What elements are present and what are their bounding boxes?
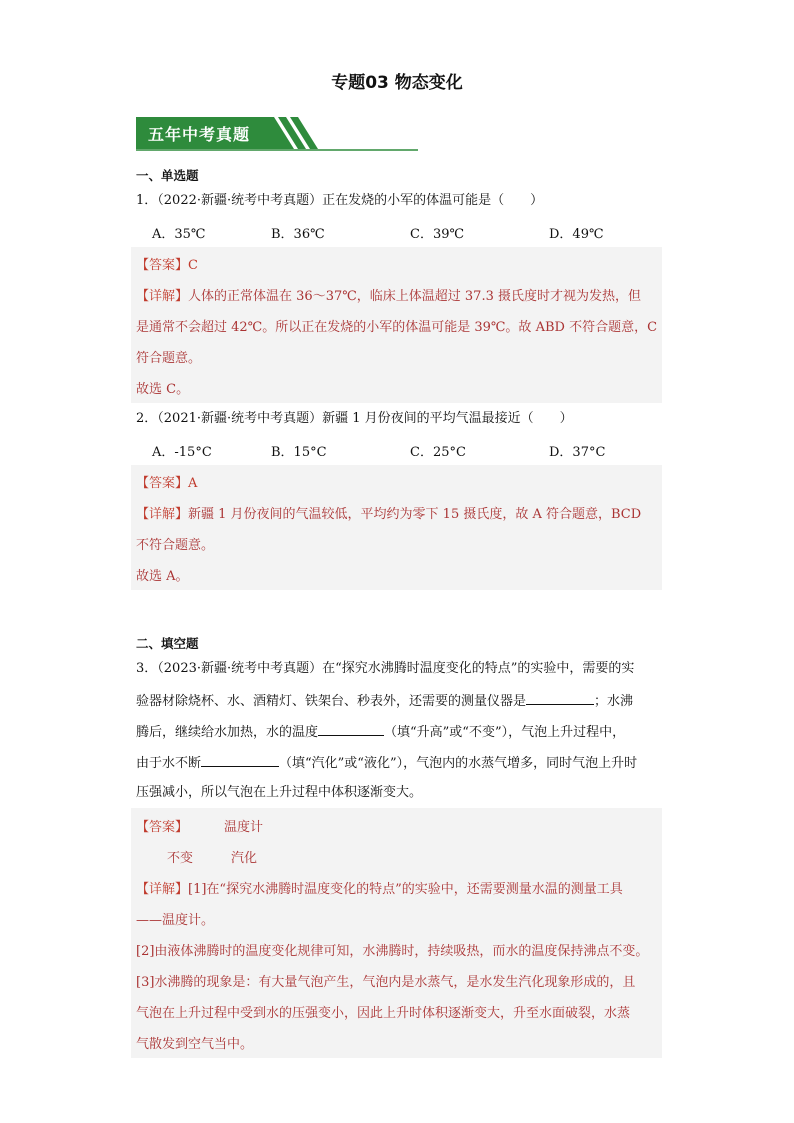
q2-conclusion: 故选 A。	[136, 569, 189, 584]
q1-detail-line-1: 【详解】人体的正常体温在 36～37℃，临床上体温超过 37.3 摄氏度时才视为发热，但	[136, 289, 641, 304]
q3-detail-line-3: [2]由液体沸腾时的温度变化规律可知，水沸腾时，持续吸热，而水的温度保持沸点不变。	[136, 944, 649, 959]
q2-option-b: B．15°C	[271, 445, 327, 460]
q1-answer-value: C	[188, 258, 198, 273]
q3-stem-line-2: 验器材除烧杯、水、酒精灯、铁架台、秒表外，还需要的测量仪器是 ；水沸	[136, 690, 633, 712]
q3-detail-line-1: 【详解】[1]在“探究水沸腾时温度变化的特点”的实验中，还需要测量水温的测量工具	[136, 882, 623, 897]
q2-option-d: D．37°C	[549, 445, 606, 460]
q3-detail-line-2: ——温度计。	[136, 913, 215, 928]
q3-detail-label: 【详解】	[136, 882, 189, 897]
q3-blank-3[interactable]	[201, 752, 279, 767]
q1-answer	[136, 254, 198, 273]
q2-answer-value: A	[188, 476, 198, 491]
q3-stem-line-3: 腾后，继续给水加热，水的温度 （填“升高”或“不变”），气泡上升过程中，	[136, 721, 625, 743]
q2-detail-line-2: 不符合题意。	[136, 538, 215, 553]
q2-answer-box	[131, 465, 662, 590]
section-heading-1: 一、单选题	[136, 168, 199, 183]
q2-option-a: A．-15°C	[152, 445, 212, 460]
q3-detail-line-5: 气泡在上升过程中受到水的压强变小，因此上升时体积逐渐变大，升至水面破裂，水蒸	[136, 1006, 631, 1021]
q3-stem-line-5: 压强减小，所以气泡在上升过程中体积逐渐变大。	[136, 785, 423, 800]
q1-option-c: C．39℃	[410, 227, 465, 242]
banner-text: 五年中考真题	[148, 125, 251, 144]
q2-answer-label: 【答案】	[136, 476, 189, 491]
q1-option-a: A．35℃	[152, 227, 206, 242]
q3-detail-line-4: [3]水沸腾的现象是：有大量气泡产生，气泡内是水蒸气，是水发生汽化现象形成的，且	[136, 975, 636, 990]
q1-conclusion: 故选 C。	[136, 382, 190, 397]
q3-detail-line-6: 气散发到空气当中。	[136, 1037, 254, 1052]
section-heading-2: 二、填空题	[136, 636, 199, 651]
q1-stem: 1．（2022·新疆·统考中考真题）正在发烧的小军的体温可能是（ ）	[136, 193, 544, 208]
q3-answer-2: 不变	[167, 851, 194, 866]
q1-detail-line-3: 符合题意。	[136, 351, 202, 366]
q1-option-b: B．36℃	[271, 227, 325, 242]
q3-answer-1: 温度计	[224, 820, 264, 835]
section-banner	[136, 115, 418, 153]
q2-answer	[136, 472, 197, 491]
q1-detail-label: 【详解】	[136, 289, 189, 304]
q3-stem-line-4: 由于水不断 （填“汽化”或“液化”），气泡内的水蒸气增多，同时气泡上升时	[136, 752, 637, 774]
q2-detail-line-1: 【详解】新疆 1 月份夜间的气温较低，平均约为零下 15 摄氏度，故 A 符合题意，BCD	[136, 507, 642, 522]
q1-detail-line-2: 是通常不会超过 42℃。所以正在发烧的小军的体温可能是 39℃。故 ABD 不符合题意，C	[136, 320, 658, 335]
page-title: 专题03 物态变化	[331, 73, 463, 93]
q3-blank-2[interactable]	[318, 721, 384, 736]
q2-option-c: C．25°C	[410, 445, 466, 460]
q1-answer-label: 【答案】	[136, 258, 189, 273]
q1-option-d: D．49℃	[549, 227, 604, 242]
q3-blank-1[interactable]	[526, 690, 594, 705]
q2-stem: 2．（2021·新疆·统考中考真题）新疆 1 月份夜间的平均气温最接近（ ）	[136, 411, 573, 426]
q3-answer-3: 汽化	[231, 851, 258, 866]
q3-stem-line-1: 3．（2023·新疆·统考中考真题）在“探究水沸腾时温度变化的特点”的实验中，需要的实	[136, 661, 635, 676]
q2-detail-label: 【详解】	[136, 507, 189, 522]
q3-answer-label: 【答案】	[136, 820, 189, 835]
